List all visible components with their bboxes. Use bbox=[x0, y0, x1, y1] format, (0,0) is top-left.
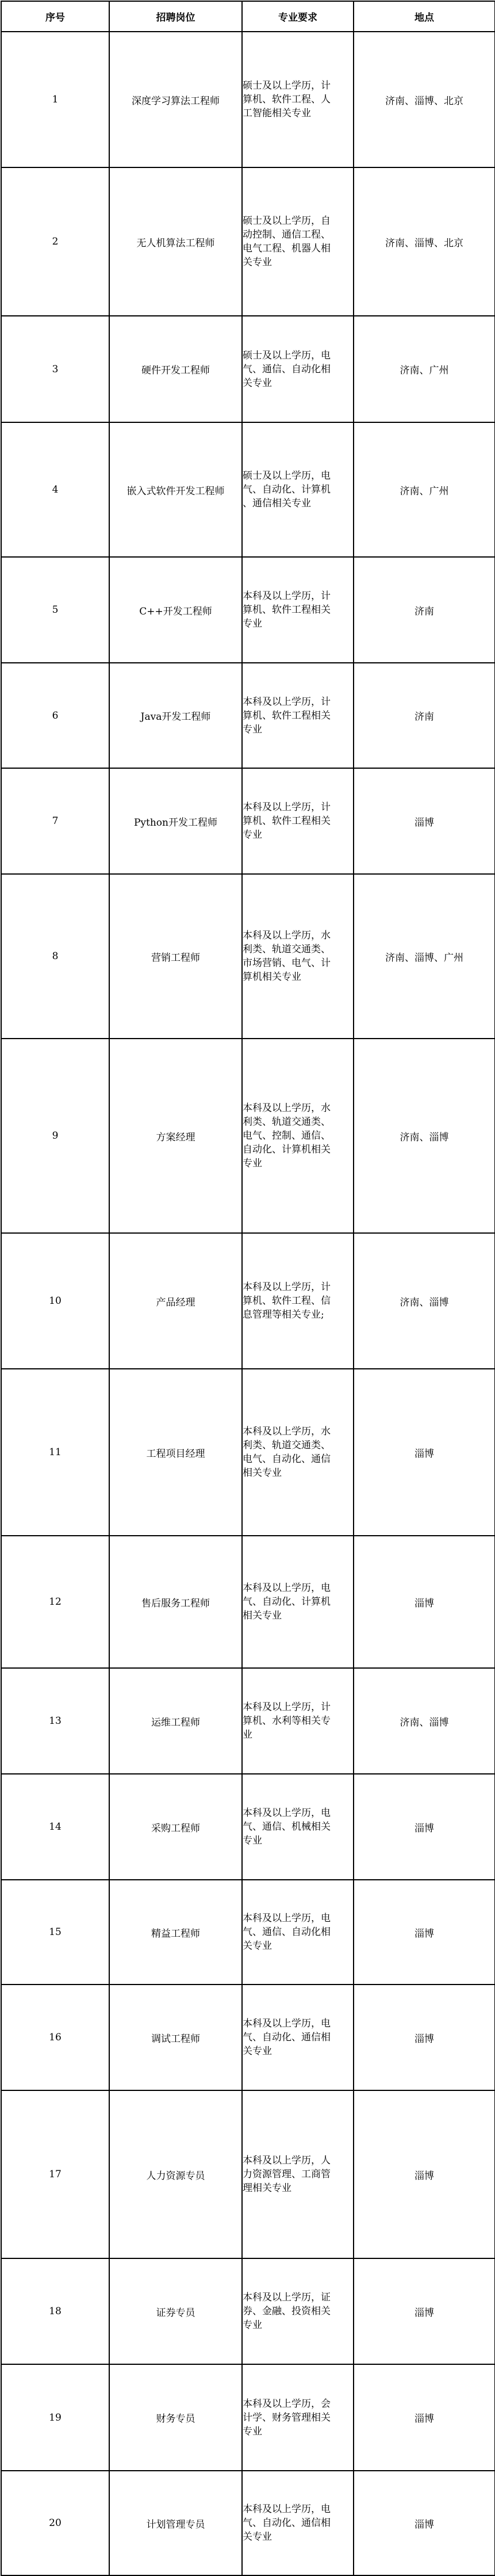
cell-location: 济南 bbox=[354, 663, 495, 768]
cell-requirement bbox=[242, 422, 354, 557]
requirement-line: 本科及以上学历，计 bbox=[243, 590, 331, 602]
requirement-line: 自动化、计算机相关 bbox=[243, 1144, 331, 1155]
requirement-line: 本科及以上学历，电 bbox=[243, 2018, 331, 2029]
cell-position: 采购工程师 bbox=[109, 1774, 242, 1880]
requirement-line: 利类、轨道交通类、 bbox=[243, 944, 331, 955]
requirement-line: 算机、软件工程相关 bbox=[243, 815, 331, 827]
requirement-line: 相关专业 bbox=[243, 1467, 282, 1479]
cell-position: 工程项目经理 bbox=[109, 1369, 242, 1536]
table-row bbox=[1, 874, 495, 1039]
cell-position: 方案经理 bbox=[109, 1039, 242, 1233]
header-number: 序号 bbox=[1, 1, 109, 32]
requirement-line: 计学、财务管理相关 bbox=[243, 2411, 331, 2424]
requirement-line: 硕士及以上学历，自 bbox=[243, 215, 331, 227]
cell-position: 运维工程师 bbox=[109, 1668, 242, 1774]
table-row bbox=[1, 167, 495, 316]
cell-requirement bbox=[242, 2364, 354, 2471]
requirement-line: 气、自动化、计算机 bbox=[243, 484, 331, 495]
requirement-line: 关专业 bbox=[243, 2045, 272, 2057]
cell-number: 12 bbox=[1, 1536, 109, 1668]
cell-number: 16 bbox=[1, 1985, 109, 2090]
requirement-line: 本科及以上学历，水 bbox=[243, 1102, 331, 1114]
cell-requirement bbox=[242, 316, 354, 422]
table-row bbox=[1, 422, 495, 557]
cell-location: 济南、淄博 bbox=[354, 1039, 495, 1233]
cell-requirement bbox=[242, 2258, 354, 2364]
requirement-line: 电气工程、机器人相 bbox=[243, 243, 331, 254]
cell-position: 计划管理专员 bbox=[109, 2471, 242, 2575]
table-row bbox=[1, 32, 495, 167]
requirement-line: 专业 bbox=[243, 2319, 262, 2331]
job-table bbox=[1, 1, 495, 2576]
header-row bbox=[1, 1, 495, 32]
requirement-line: 券、金融、投资相关 bbox=[243, 2306, 331, 2317]
cell-number: 4 bbox=[1, 422, 109, 557]
requirement-line: 本科及以上学历，会 bbox=[243, 2398, 331, 2410]
table-row bbox=[1, 2090, 495, 2258]
cell-requirement bbox=[242, 663, 354, 768]
requirement-line: 、通信相关专业 bbox=[243, 498, 311, 509]
requirement-line: 专业 bbox=[243, 1835, 262, 1846]
requirement-line: 算机、软件工程、人 bbox=[243, 94, 331, 105]
cell-number: 13 bbox=[1, 1668, 109, 1774]
cell-number: 3 bbox=[1, 316, 109, 422]
table-row bbox=[1, 2471, 495, 2575]
requirement-line: 本科及以上学历，证 bbox=[243, 2292, 331, 2303]
requirement-line: 气、自动化、通信相 bbox=[243, 2032, 331, 2043]
table-row bbox=[1, 1233, 495, 1369]
requirement-line: 硕士及以上学历，电 bbox=[243, 349, 331, 361]
requirement-line: 动控制、通信工程、 bbox=[243, 229, 331, 241]
cell-number: 11 bbox=[1, 1369, 109, 1536]
requirement-line: 本科及以上学历，人 bbox=[243, 2155, 331, 2166]
table-row bbox=[1, 1369, 495, 1536]
header-position: 招聘岗位 bbox=[109, 1, 242, 32]
requirement-line: 本科及以上学历，水 bbox=[243, 1426, 331, 1437]
cell-number: 6 bbox=[1, 663, 109, 768]
cell-position: Java开发工程师 bbox=[109, 663, 242, 768]
table-row bbox=[1, 1880, 495, 1985]
cell-requirement bbox=[242, 167, 354, 316]
requirement-line: 算机、水利等相关专 bbox=[243, 1715, 331, 1727]
header-location: 地点 bbox=[354, 1, 495, 32]
cell-location: 济南、淄博 bbox=[354, 1233, 495, 1369]
cell-position: 人力资源专员 bbox=[109, 2090, 242, 2258]
requirement-line: 电气、控制、通信、 bbox=[243, 1130, 331, 1142]
table-row bbox=[1, 663, 495, 768]
cell-position: 无人机算法工程师 bbox=[109, 167, 242, 316]
requirement-line: 气、通信、机械相关 bbox=[243, 1821, 331, 1833]
cell-position: 深度学习算法工程师 bbox=[109, 32, 242, 167]
cell-location: 济南、淄博、广州 bbox=[354, 874, 495, 1039]
requirement-line: 业 bbox=[243, 1729, 252, 1741]
cell-requirement bbox=[242, 1536, 354, 1668]
requirement-line: 硕士及以上学历，电 bbox=[243, 470, 331, 482]
cell-location: 济南 bbox=[354, 557, 495, 663]
table-row bbox=[1, 768, 495, 874]
cell-number: 7 bbox=[1, 768, 109, 874]
requirement-line: 专业 bbox=[243, 829, 262, 841]
cell-location: 淄博 bbox=[354, 2364, 495, 2471]
requirement-line: 利类、轨道交通类、 bbox=[243, 1440, 331, 1451]
cell-number: 15 bbox=[1, 1880, 109, 1985]
cell-position: 硬件开发工程师 bbox=[109, 316, 242, 422]
cell-number: 1 bbox=[1, 32, 109, 167]
header-requirement: 专业要求 bbox=[242, 1, 354, 32]
cell-location: 淄博 bbox=[354, 1985, 495, 2090]
requirement-line: 本科及以上学历，电 bbox=[243, 1807, 331, 1819]
cell-location: 淄博 bbox=[354, 2471, 495, 2575]
requirement-line: 气、自动化、计算机 bbox=[243, 1596, 331, 1608]
cell-number: 20 bbox=[1, 2471, 109, 2575]
table-row bbox=[1, 2258, 495, 2364]
cell-requirement bbox=[242, 2090, 354, 2258]
cell-requirement bbox=[242, 1668, 354, 1774]
requirement-line: 电气、自动化、通信 bbox=[243, 1453, 331, 1465]
requirement-line: 相关专业 bbox=[243, 1610, 282, 1621]
requirement-line: 硕士及以上学历，计 bbox=[243, 80, 331, 91]
table-row bbox=[1, 1985, 495, 2090]
cell-location: 淄博 bbox=[354, 1880, 495, 1985]
cell-number: 10 bbox=[1, 1233, 109, 1369]
cell-requirement bbox=[242, 874, 354, 1039]
requirement-line: 息管理等相关专业; bbox=[243, 1309, 324, 1321]
cell-location: 淄博 bbox=[354, 1369, 495, 1536]
requirement-line: 利类、轨道交通类、 bbox=[243, 1116, 331, 1128]
table-row bbox=[1, 2364, 495, 2471]
requirement-line: 本科及以上学历，计 bbox=[243, 1701, 331, 1713]
cell-location: 济南、淄博、北京 bbox=[354, 167, 495, 316]
table-header bbox=[1, 1, 495, 32]
requirement-line: 关专业 bbox=[243, 1940, 272, 1952]
cell-number: 19 bbox=[1, 2364, 109, 2471]
requirement-line: 本科及以上学历，计 bbox=[243, 696, 331, 708]
cell-number: 2 bbox=[1, 167, 109, 316]
cell-requirement bbox=[242, 1774, 354, 1880]
cell-number: 8 bbox=[1, 874, 109, 1039]
requirement-line: 气、通信、自动化相 bbox=[243, 363, 331, 375]
cell-number: 18 bbox=[1, 2258, 109, 2364]
cell-location: 淄博 bbox=[354, 1536, 495, 1668]
cell-requirement bbox=[242, 1369, 354, 1536]
requirement-line: 算机、软件工程相关 bbox=[243, 709, 331, 722]
requirement-line: 本科及以上学历，电 bbox=[243, 1913, 331, 1924]
cell-requirement bbox=[242, 1880, 354, 1985]
requirement-line: 市场营销、电气、计 bbox=[243, 957, 331, 969]
requirement-line: 关专业 bbox=[243, 2531, 272, 2543]
cell-requirement bbox=[242, 768, 354, 874]
cell-number: 5 bbox=[1, 557, 109, 663]
requirement-line: 本科及以上学历，计 bbox=[243, 1281, 331, 1293]
cell-requirement bbox=[242, 557, 354, 663]
cell-position: 售后服务工程师 bbox=[109, 1536, 242, 1668]
requirement-line: 关专业 bbox=[243, 257, 272, 268]
table-row bbox=[1, 1668, 495, 1774]
requirement-line: 专业 bbox=[243, 1158, 262, 1169]
cell-requirement bbox=[242, 2471, 354, 2575]
cell-location: 济南、淄博、北京 bbox=[354, 32, 495, 167]
table-body bbox=[1, 32, 495, 2575]
cell-position: 精益工程师 bbox=[109, 1880, 242, 1985]
cell-location: 淄博 bbox=[354, 2090, 495, 2258]
table-row bbox=[1, 1774, 495, 1880]
cell-location: 淄博 bbox=[354, 768, 495, 874]
cell-requirement bbox=[242, 1985, 354, 2090]
cell-location: 济南、淄博 bbox=[354, 1668, 495, 1774]
cell-location: 淄博 bbox=[354, 2258, 495, 2364]
cell-position: 产品经理 bbox=[109, 1233, 242, 1369]
requirement-line: 专业 bbox=[243, 618, 262, 629]
cell-position: 财务专员 bbox=[109, 2364, 242, 2471]
cell-position: 嵌入式软件开发工程师 bbox=[109, 422, 242, 557]
cell-location: 济南、广州 bbox=[354, 316, 495, 422]
cell-position: Python开发工程师 bbox=[109, 768, 242, 874]
table-row bbox=[1, 557, 495, 663]
cell-requirement bbox=[242, 32, 354, 167]
requirement-line: 算机、软件工程相关 bbox=[243, 604, 331, 616]
cell-number: 9 bbox=[1, 1039, 109, 1233]
cell-position: 调试工程师 bbox=[109, 1985, 242, 2090]
requirement-line: 气、通信、自动化相 bbox=[243, 1926, 331, 1938]
requirement-line: 气、自动化、通信相 bbox=[243, 2517, 331, 2529]
requirement-line: 本科及以上学历，电 bbox=[243, 2504, 331, 2515]
requirement-line: 本科及以上学历，电 bbox=[243, 1582, 331, 1594]
requirement-line: 理相关专业 bbox=[243, 2182, 291, 2194]
table-row bbox=[1, 1536, 495, 1668]
requirement-line: 本科及以上学历，水 bbox=[243, 930, 331, 941]
cell-number: 17 bbox=[1, 2090, 109, 2258]
cell-number: 14 bbox=[1, 1774, 109, 1880]
cell-position: C++开发工程师 bbox=[109, 557, 242, 663]
cell-requirement bbox=[242, 1233, 354, 1369]
requirement-line: 工智能相关专业 bbox=[243, 108, 311, 119]
requirement-line: 专业 bbox=[243, 723, 262, 735]
cell-position: 证券专员 bbox=[109, 2258, 242, 2364]
requirement-line: 关专业 bbox=[243, 377, 272, 389]
cell-position: 营销工程师 bbox=[109, 874, 242, 1039]
requirement-line: 力资源管理、工商管 bbox=[243, 2169, 331, 2180]
requirement-line: 算机相关专业 bbox=[243, 971, 301, 983]
requirement-line: 本科及以上学历，计 bbox=[243, 802, 331, 813]
cell-location: 淄博 bbox=[354, 1774, 495, 1880]
table-row bbox=[1, 1039, 495, 1233]
requirement-line: 算机、软件工程、信 bbox=[243, 1295, 331, 1307]
table-row bbox=[1, 316, 495, 422]
cell-requirement bbox=[242, 1039, 354, 1233]
requirement-line: 专业 bbox=[243, 2425, 262, 2437]
cell-location: 济南、广州 bbox=[354, 422, 495, 557]
